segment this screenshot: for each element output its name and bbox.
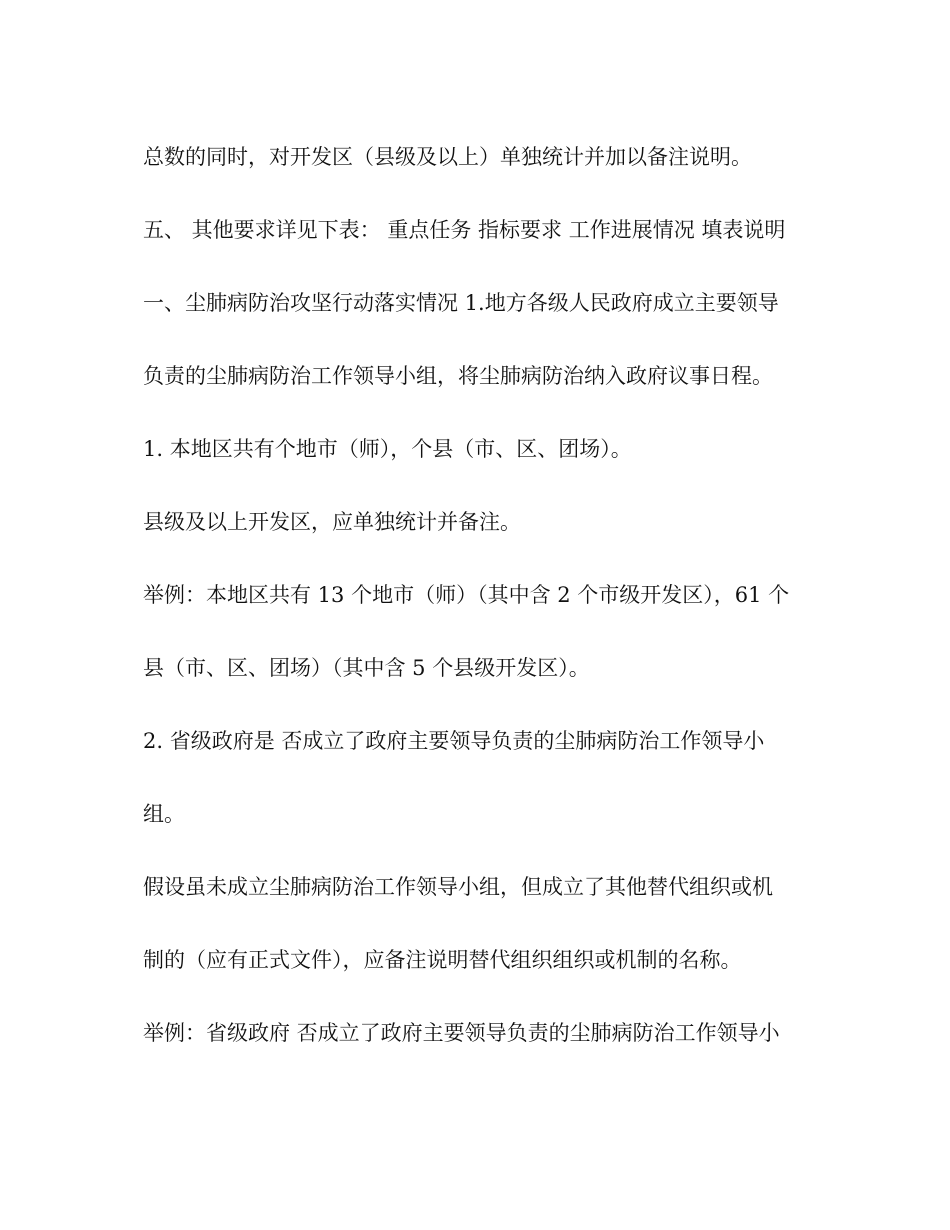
- text-line: 1. 本地区共有个地市（师），个县（市、区、团场）。: [143, 437, 632, 461]
- text-line: 组。: [143, 802, 185, 826]
- text-line: 一、尘肺病防治攻坚行动落实情况 1.地方各级人民政府成立主要领导: [143, 291, 779, 315]
- text-line: 县（市、区、团场）（其中含 5 个县级开发区）。: [143, 656, 590, 680]
- text-line: 举例：本地区共有 13 个地市（师）（其中含 2 个市级开发区），61 个: [143, 583, 790, 607]
- text-line: 总数的同时，对开发区（县级及以上）单独统计并加以备注说明。: [143, 145, 752, 169]
- text-line: 负责的尘肺病防治工作领导小组，将尘肺病防治纳入政府议事日程。: [143, 364, 773, 388]
- document-body: [143, 130, 813, 1079]
- text-line: 举例：省级政府 否成立了政府主要领导负责的尘肺病防治工作领导小: [143, 1021, 780, 1045]
- text-line: 制的（应有正式文件），应备注说明替代组织组织或机制的名称。: [143, 948, 742, 972]
- text-line: 2. 省级政府是 否成立了政府主要领导负责的尘肺病防治工作领导小: [143, 729, 765, 753]
- text-line: 假设虽未成立尘肺病防治工作领导小组，但成立了其他替代组织或机: [143, 875, 773, 899]
- text-line: 五、 其他要求详见下表： 重点任务 指标要求 工作进展情况 填表说明: [143, 218, 786, 242]
- text-line: 县级及以上开发区，应单独统计并备注。: [143, 510, 521, 534]
